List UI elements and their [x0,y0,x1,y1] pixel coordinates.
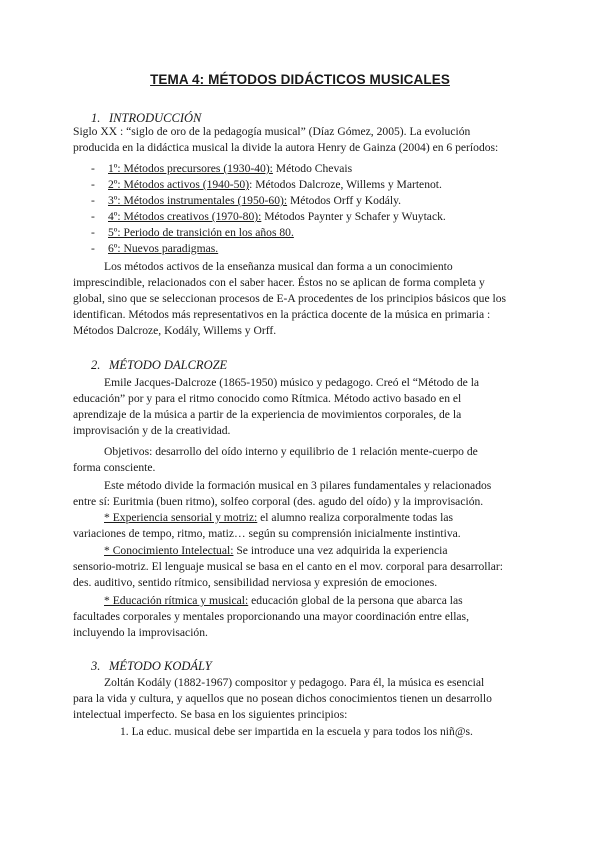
paragraph-line: incluyendo la improvisación. [73,626,208,639]
section-heading-dalcroze [91,358,227,373]
list-item-text: Métodos Orff y Kodály. [287,194,402,207]
paragraph-line: Los métodos activos de la enseñanza musical dan forma a un conocimiento [104,260,453,273]
paragraph-line: producida en la didáctica musical la divide la autora Henry de Gainza (2004) en 6 períodos: [73,141,499,154]
list-item-text: Métodos Paynter y Schafer y Wuytack. [261,210,446,223]
paragraph-line: global, sino que se seleccionan procesos de E-A procedentes de los principios básicos que los [73,292,507,305]
paragraph-line: Siglo XX : “siglo de oro de la pedagogía musical” (Díaz Gómez, 2005). La evolución [73,125,471,138]
section-number: 3. [91,659,101,673]
paragraph-line: Este método divide la formación musical en 3 pilares fundamentales y relacionados [104,479,492,492]
paragraph-line: Zoltán Kodály (1882-1967) compositor y pedagogo. Para él, la música es esencial [104,676,485,689]
section-label: MÉTODO DALCROZE [109,358,228,372]
list-item: - 5º: Periodo de transición en los años 80. [91,226,294,239]
list-item: - 1º: Métodos precursores (1930-40): Método Chevais [91,162,353,175]
list-item: - 4º: Métodos creativos (1970-80): Métodos Paynter y Schafer y Wuytack. [91,210,446,223]
paragraph-line: Objetivos: desarrollo del oído interno y equilibrio de 1 relación mente-cuerpo de [104,445,478,458]
paragraph-line: improvisación y de la creatividad. [73,424,231,437]
paragraph-line: * Educación rítmica y musical: educación global de la persona que abarca las [104,594,463,607]
paragraph-line: imprescindible, relacionados con el saber hacer. Éstos no se aplican de forma completa y [73,276,485,289]
list-item-term: 3º: Métodos instrumentales (1950-60): [108,194,288,207]
paragraph-line: educación” por y para el ritmo conocido como Rítmica. Método activo basado en el [73,392,462,405]
paragraph-line: des. auditivo, sentido rítmico, sensibilidad nerviosa y expresión de emociones. [73,576,438,589]
section-number: 2. [91,358,101,372]
list-item-text: Método Chevais [272,162,353,175]
list-item: - 3º: Métodos instrumentales (1950-60): Métodos Orff y Kodály. [91,194,402,207]
list-item-term: 5º: Periodo de transición en los años 80. [108,226,294,239]
section-number: 1. [91,111,101,125]
list-item: - 2º: Métodos activos (1940-50): Métodos Dalcroze, Willems y Martenot. [91,178,442,191]
list-item-term: 6º: Nuevos paradigmas. [108,242,219,255]
paragraph-line: aprendizaje de la música a partir de la experiencia de movimientos corporales, de la [73,408,462,421]
numbered-list-item: 1. La educ. musical debe ser impartida en la escuela y para todos los niñ@s. [120,725,473,738]
section-heading-kodaly [91,659,212,674]
paragraph-line: identifican. Métodos más representativos en la práctica docente de la música en primaria : [73,308,491,321]
underlined-term: * Educación rítmica y musical: [104,594,249,607]
list-item-term: 4º: Métodos creativos (1970-80): [108,210,262,223]
paragraph-line: forma consciente. [73,461,156,474]
list-item-text: : Métodos Dalcroze, Willems y Martenot. [249,178,442,191]
paragraph-line: Emile Jacques-Dalcroze (1865-1950) músico y pedagogo. Creó el “Método de la [104,376,480,389]
paragraph-line: variaciones de tempo, ritmo, matiz… según su comprensión inicialmente instintiva. [73,527,461,540]
page-title: TEMA 4: MÉTODOS DIDÁCTICOS MUSICALES [150,72,450,87]
paragraph-line: * Experiencia sensorial y motriz: el alumno realiza corporalmente todas las [104,511,453,524]
paragraph-line: facultades corporales y mentales proporcionando una mayor coordinación entre ellas, [73,610,469,623]
paragraph-line: sensorio-motriz. El lenguaje musical se basa en el canto en el mov. corporal para desarrollar: [73,560,503,573]
underlined-term: * Conocimiento Intelectual: [104,544,234,557]
paragraph-line: intelectual imperfecto. Se basa en los siguientes principios: [73,708,348,721]
section-label: INTRODUCCIÓN [109,111,202,125]
underlined-term: * Experiencia sensorial y motriz: [104,511,258,524]
paragraph-line: para la vida y cultura, y aquellos que no posean dichos conocimientos tienen un desarrollo [73,692,492,705]
list-item-term: 1º: Métodos precursores (1930-40): [108,162,273,175]
section-label: MÉTODO KODÁLY [109,659,212,673]
list-item: - 6º: Nuevos paradigmas. [91,242,219,255]
paragraph-line: Métodos Dalcroze, Kodály, Willems y Orff. [73,324,277,337]
paragraph-line: entre sí: Euritmia (buen ritmo), solfeo corporal (des. agudo del oído) y la improvisación. [73,495,484,508]
paragraph-line: * Conocimiento Intelectual: Se introduce una vez adquirida la experiencia [104,544,448,557]
list-item-term: 2º: Métodos activos (1940-50) [108,178,250,191]
